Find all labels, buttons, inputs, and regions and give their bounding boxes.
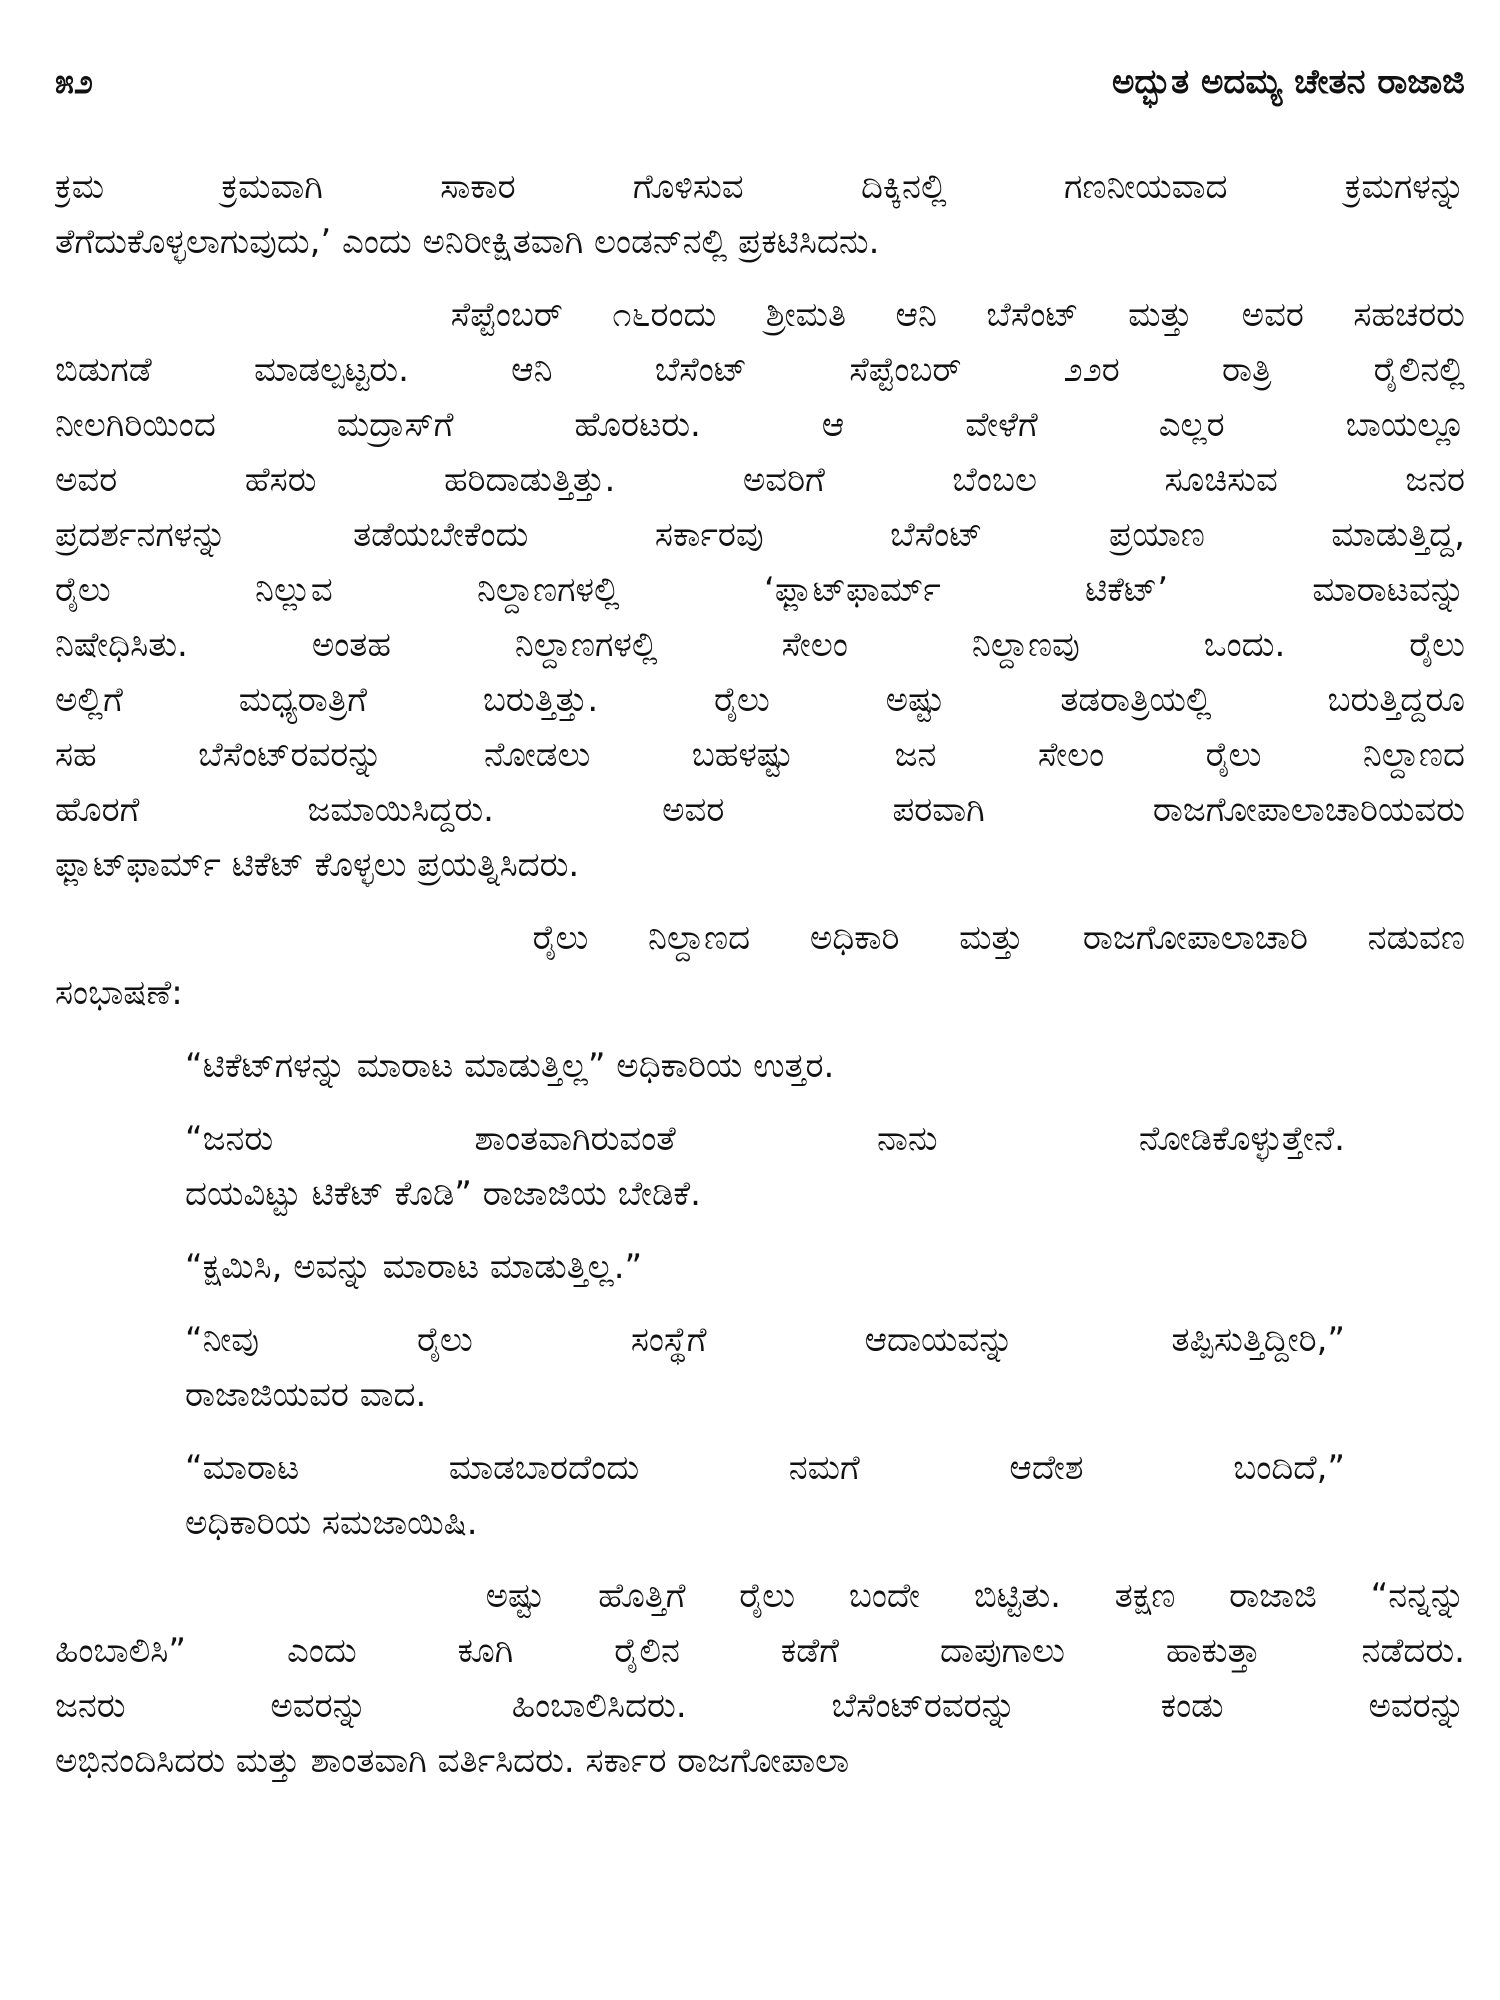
text-paragraph <box>55 911 1465 1021</box>
dialogue-paragraph <box>55 1313 1465 1423</box>
text-paragraph <box>55 1569 1465 1789</box>
text-line: ರೈಲು ನಿಲ್ದಾಣದ ಅಧಿಕಾರಿ ಮತ್ತು ರಾಜಗೋಪಾಲಾಚಾರಿ ನಡುವಣ <box>55 918 1465 958</box>
text-line: ಅಷ್ಟು ಹೊತ್ತಿಗೆ ರೈಲು ಬಂದೇ ಬಿಟ್ಟಿತು. ತಕ್ಷಣ ರಾಜಾಜಿ “ನನ್ನನ್ನು <box>55 1576 1465 1616</box>
text-line: ಸೆಪ್ಟೆಂಬರ್ ೧೬ರಂದು ಶ್ರೀಮತಿ ಆನಿ ಬೆಸೆಂಟ್ ಮತ್ತು ಅವರ ಸಹಚರರು <box>55 295 1465 335</box>
text-line: ಅಧಿಕಾರಿಯ ಸಮಜಾಯಿಷಿ. <box>185 1503 478 1543</box>
text-line: ಪ್ರದರ್ಶನಗಳನ್ನು ತಡೆಯಬೇಕೆಂದು ಸರ್ಕಾರವು ಬೆಸೆಂಟ್ ಪ್ರಯಾಣ ಮಾಡುತ್ತಿದ್ದ, <box>55 515 1465 555</box>
paragraph-gap <box>55 1551 1465 1569</box>
running-title: ಅದ್ಭುತ ಅದಮ್ಯ ಚೇತನ ರಾಜಾಜಿ <box>1112 62 1465 102</box>
text-line: ಹೊರಗೆ ಜಮಾಯಿಸಿದ್ದರು. ಅವರ ಪರವಾಗಿ ರಾಜಗೋಪಾಲಾಚಾರಿಯವರು <box>55 790 1465 830</box>
dialogue-paragraph <box>55 1441 1465 1551</box>
text-paragraph <box>55 288 1465 893</box>
text-line: ಹಿಂಬಾಲಿಸಿ” ಎಂದು ಕೂಗಿ ರೈಲಿನ ಕಡೆಗೆ ದಾಪುಗಾಲು ಹಾಕುತ್ತಾ ನಡೆದರು. <box>55 1631 1465 1671</box>
paragraph-gap <box>55 1295 1465 1313</box>
text-line: ಸಂಭಾಷಣೆ: <box>55 973 183 1013</box>
text-line: ಕ್ರಮ ಕ್ರಮವಾಗಿ ಸಾಕಾರ ಗೊಳಿಸುವ ದಿಕ್ಕಿನಲ್ಲಿ ಗಣನೀಯವಾದ ಕ್ರಮಗಳನ್ನು <box>55 167 1465 207</box>
text-paragraph <box>55 160 1465 270</box>
dialogue-paragraph <box>55 1039 1465 1094</box>
text-line: ಸಹ ಬೆಸೆಂಟ್‌ರವರನ್ನು ನೋಡಲು ಬಹಳಷ್ಟು ಜನ ಸೇಲಂ ರೈಲು ನಿಲ್ದಾಣದ <box>55 735 1465 775</box>
text-line: “ಟಿಕೆಟ್‌ಗಳನ್ನು ಮಾರಾಟ ಮಾಡುತ್ತಿಲ್ಲ” ಅಧಿಕಾರಿಯ ಉತ್ತರ. <box>185 1046 835 1086</box>
paragraph-gap <box>55 270 1465 288</box>
text-line: ಜನರು ಅವರನ್ನು ಹಿಂಬಾಲಿಸಿದರು. ಬೆಸೆಂಟ್‌ರವರನ್ನು ಕಂಡು ಅವರನ್ನು <box>55 1686 1465 1726</box>
text-line: ಬಿಡುಗಡೆ ಮಾಡಲ್ಪಟ್ಟರು. ಆನಿ ಬೆಸೆಂಟ್ ಸೆಪ್ಟೆಂಬರ್ ೨೨ರ ರಾತ್ರಿ ರೈಲಿನಲ್ಲಿ <box>55 350 1465 390</box>
text-line: ತೆಗೆದುಕೊಳ್ಳಲಾಗುವುದು,’ ಎಂದು ಅನಿರೀಕ್ಷಿತವಾಗಿ ಲಂಡನ್‌ನಲ್ಲಿ ಪ್ರಕಟಿಸಿದನು. <box>55 222 880 262</box>
dialogue-paragraph <box>55 1240 1465 1295</box>
text-line: “ನೀವು ರೈಲು ಸಂಸ್ಥೆಗೆ ಆದಾಯವನ್ನು ತಪ್ಪಿಸುತ್ತಿದ್ದೀರಿ,” <box>185 1320 1345 1360</box>
text-line: ಅಭಿನಂದಿಸಿದರು ಮತ್ತು ಶಾಂತವಾಗಿ ವರ್ತಿಸಿದರು. ಸರ್ಕಾರ ರಾಜಗೋಪಾಲಾ <box>55 1741 850 1781</box>
paragraph-gap <box>55 1222 1465 1240</box>
text-line: ದಯವಿಟ್ಟು ಟಿಕೆಟ್ ಕೊಡಿ” ರಾಜಾಜಿಯ ಬೇಡಿಕೆ. <box>185 1174 701 1214</box>
text-line: ನೀಲಗಿರಿಯಿಂದ ಮದ್ರಾಸ್‌ಗೆ ಹೊರಟರು. ಆ ವೇಳೆಗೆ ಎಲ್ಲರ ಬಾಯಲ್ಲೂ <box>55 405 1465 445</box>
text-line: ಅವರ ಹೆಸರು ಹರಿದಾಡುತ್ತಿತ್ತು. ಅವರಿಗೆ ಬೆಂಬಲ ಸೂಚಿಸುವ ಜನರ <box>55 460 1465 500</box>
paragraph-gap <box>55 1423 1465 1441</box>
text-line: ಅಲ್ಲಿಗೆ ಮಧ್ಯರಾತ್ರಿಗೆ ಬರುತ್ತಿತ್ತು. ರೈಲು ಅಷ್ಟು ತಡರಾತ್ರಿಯಲ್ಲಿ ಬರುತ್ತಿದ್ದರೂ <box>55 680 1465 720</box>
paragraph-gap <box>55 1021 1465 1039</box>
text-line: ರಾಜಾಜಿಯವರ ವಾದ. <box>185 1375 427 1415</box>
text-line: “ಮಾರಾಟ ಮಾಡಬಾರದೆಂದು ನಮಗೆ ಆದೇಶ ಬಂದಿದೆ,” <box>185 1448 1345 1488</box>
text-line: ಫ್ಲಾಟ್‌ಫಾರ್ಮ್ ಟಿಕೆಟ್ ಕೊಳ್ಳಲು ಪ್ರಯತ್ನಿಸಿದರು. <box>55 845 580 885</box>
page-number: ೫೨ <box>55 62 94 102</box>
body-text <box>55 160 1465 1789</box>
text-line: “ಕ್ಷಮಿಸಿ, ಅವನ್ನು ಮಾರಾಟ ಮಾಡುತ್ತಿಲ್ಲ.” <box>185 1247 643 1287</box>
text-line: ರೈಲು ನಿಲ್ಲುವ ನಿಲ್ದಾಣಗಳಲ್ಲಿ ‘ಫ್ಲಾಟ್‌ಫಾರ್ಮ್ ಟಿಕೆಟ್’ ಮಾರಾಟವನ್ನು <box>55 570 1465 610</box>
page-header <box>55 62 1465 112</box>
paragraph-gap <box>55 1094 1465 1112</box>
paragraph-gap <box>55 893 1465 911</box>
dialogue-paragraph <box>55 1112 1465 1222</box>
text-line: “ಜನರು ಶಾಂತವಾಗಿರುವಂತೆ ನಾನು ನೋಡಿಕೊಳ್ಳುತ್ತೇನೆ. <box>185 1119 1345 1159</box>
text-line: ನಿಷೇಧಿಸಿತು. ಅಂತಹ ನಿಲ್ದಾಣಗಳಲ್ಲಿ ಸೇಲಂ ನಿಲ್ದಾಣವು ಒಂದು. ರೈಲು <box>55 625 1465 665</box>
